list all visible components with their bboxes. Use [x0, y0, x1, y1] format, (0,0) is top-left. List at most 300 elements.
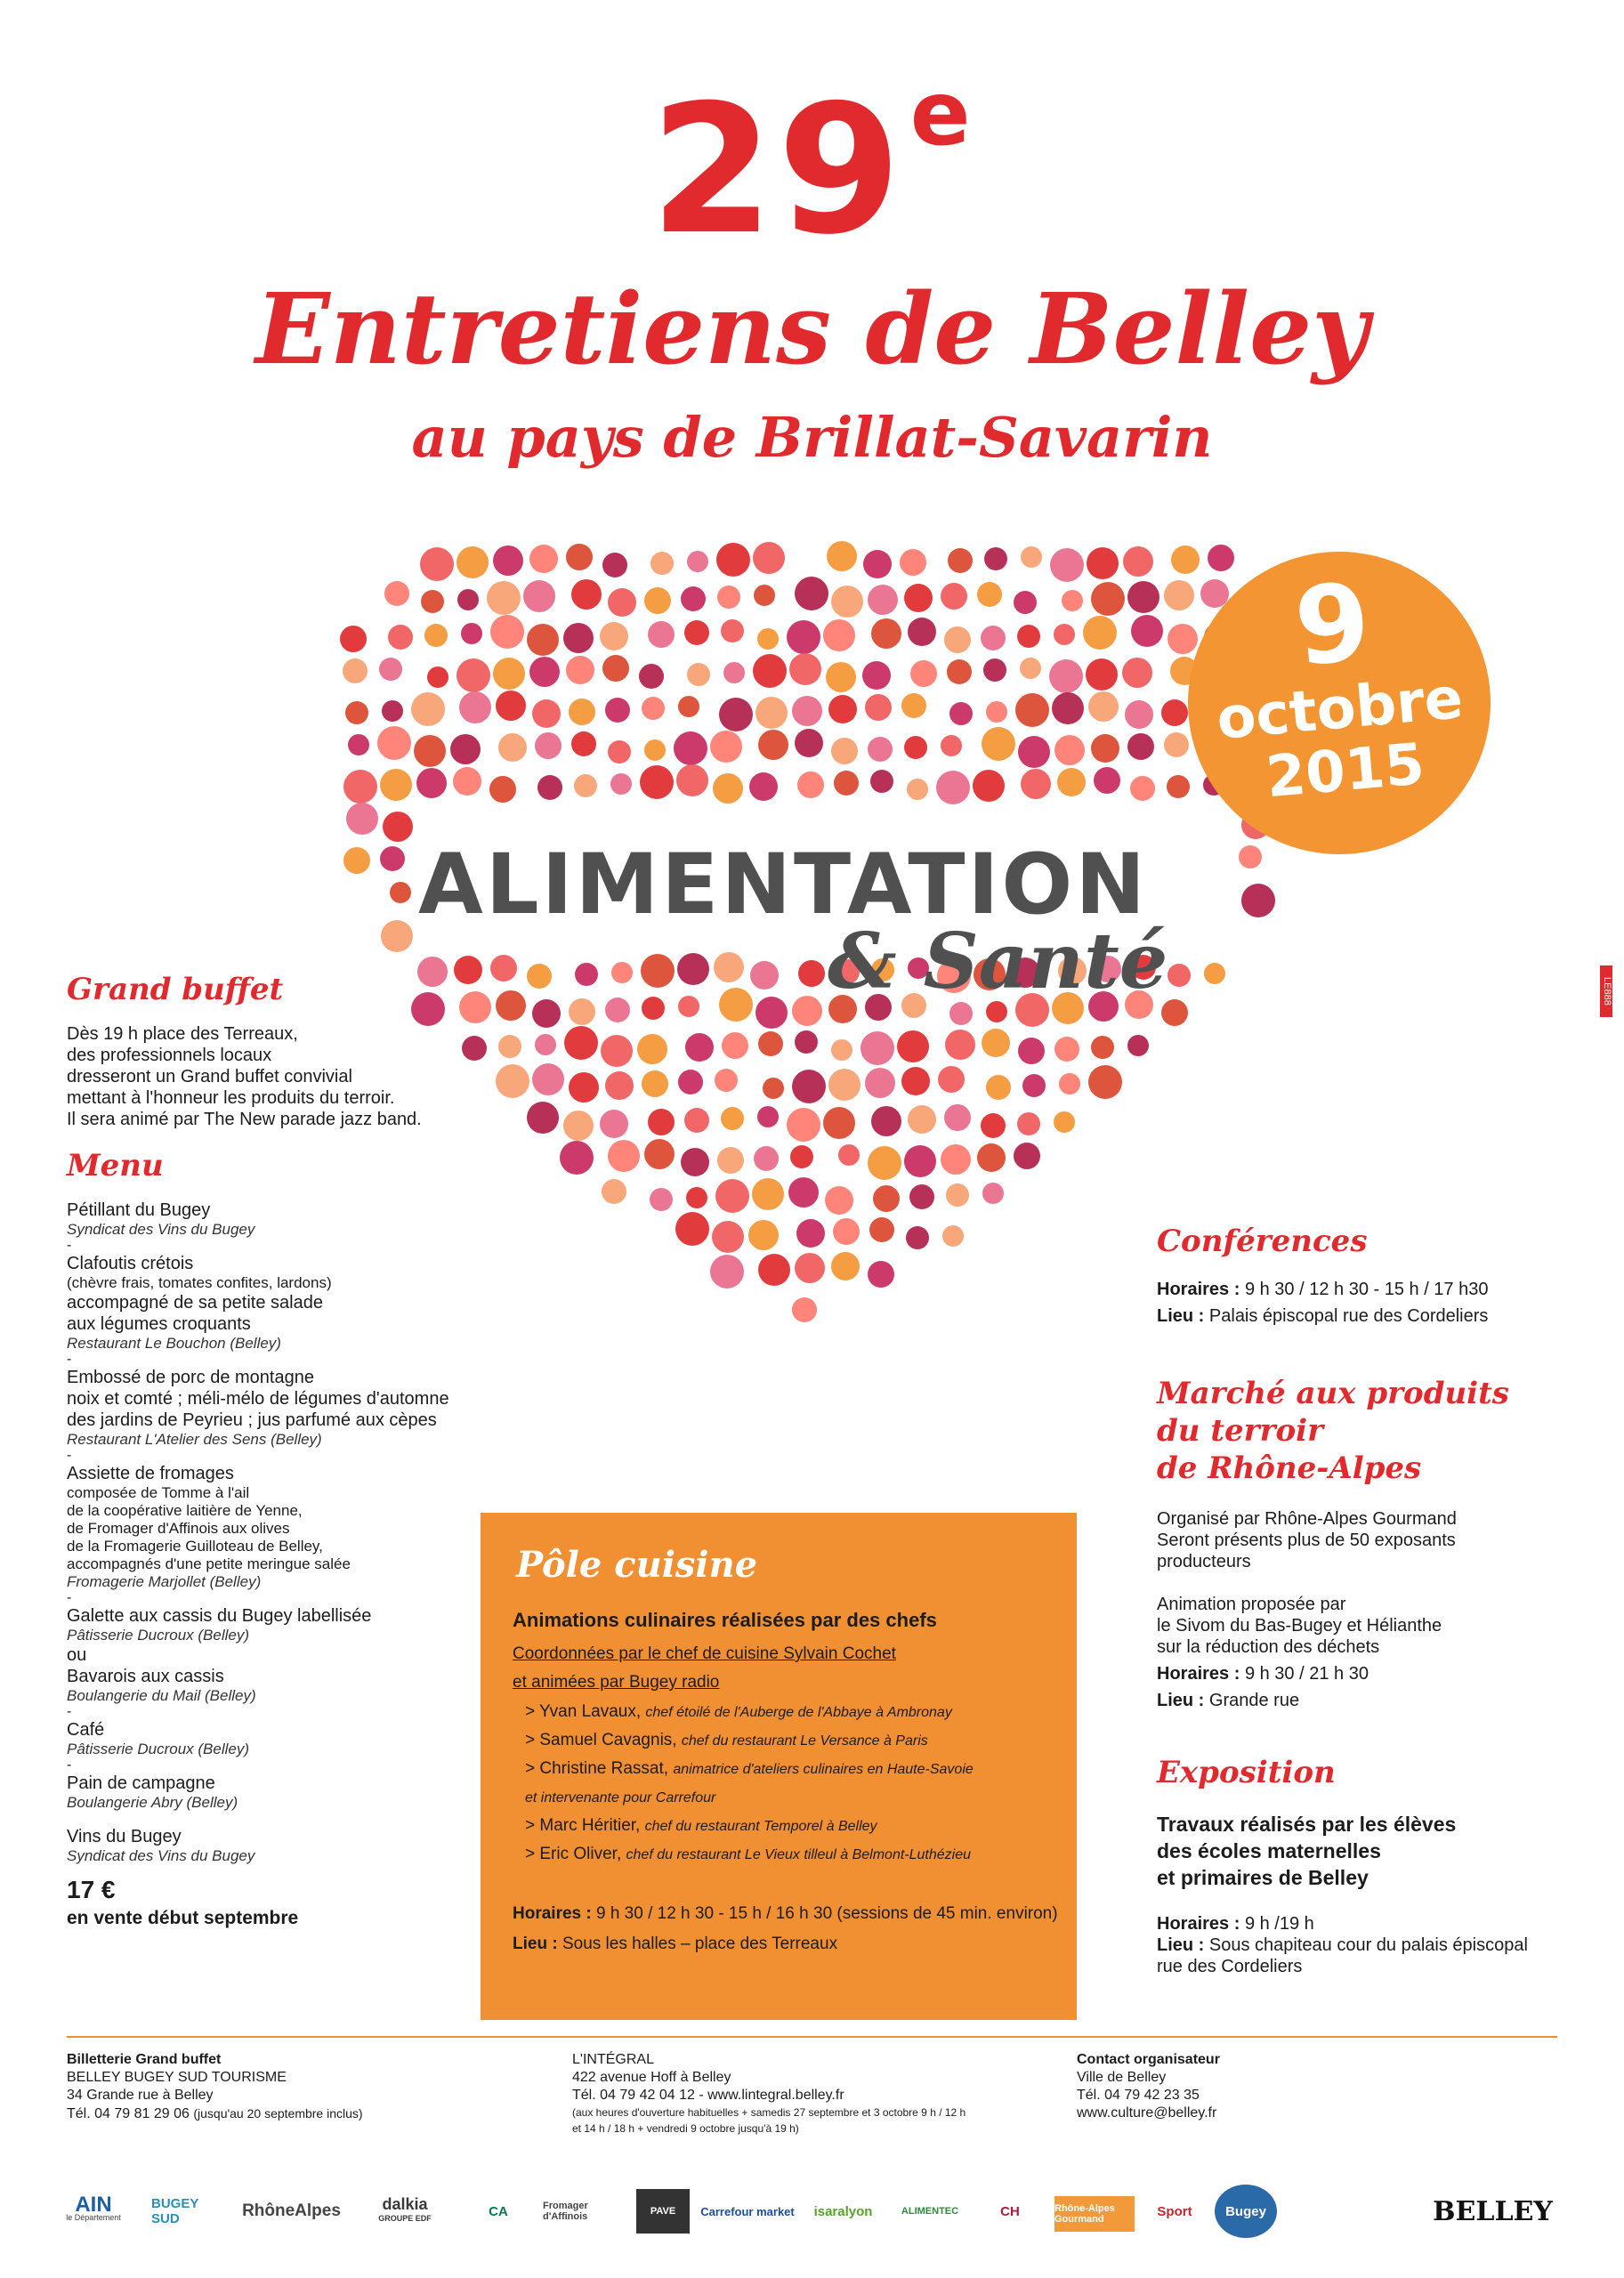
food-icon: [865, 1068, 895, 1098]
food-icon: [754, 585, 775, 606]
food-icon: [498, 733, 527, 762]
date-year: 2015: [1263, 731, 1427, 812]
food-icon: [601, 1035, 633, 1067]
food-icon: [1054, 624, 1075, 645]
food-icon: [1087, 547, 1119, 579]
food-icon: [569, 998, 595, 1025]
menu-source: Restaurant L'Atelier des Sens (Belley): [67, 1431, 322, 1448]
menu-separator: -: [67, 1704, 72, 1719]
food-icon: [908, 618, 936, 646]
pole-coord-line: et animées par Bugey radio: [513, 1673, 720, 1692]
food-icon: [1052, 692, 1084, 724]
food-icon: [944, 626, 971, 653]
food-icon: [982, 1183, 1004, 1204]
food-icon: [379, 658, 402, 681]
food-icon: [343, 658, 368, 683]
chef-entry: et intervenante pour Carrefour: [525, 1790, 716, 1805]
food-icon: [461, 623, 482, 644]
food-icon: [1050, 548, 1084, 582]
food-icon: [529, 545, 558, 573]
food-icon: [722, 1032, 748, 1059]
food-icon: [721, 1107, 744, 1130]
menu-separator: -: [67, 1448, 72, 1463]
food-icon: [904, 736, 927, 759]
food-icon: [637, 1034, 667, 1064]
food-icon: [710, 1255, 744, 1288]
food-icon: [644, 587, 671, 614]
food-icon: [1088, 691, 1119, 722]
food-icon: [560, 1141, 594, 1175]
bugey-sud-logo: BUGEY SUD: [151, 2196, 199, 2226]
food-icon: [608, 740, 631, 763]
food-icon: [910, 660, 937, 687]
menu-separator: -: [67, 1757, 72, 1773]
food-icon: [678, 996, 699, 1017]
food-icon: [973, 770, 1005, 802]
food-icon: [1022, 1074, 1046, 1097]
food-icon: [908, 1105, 936, 1134]
food-icon: [1168, 964, 1191, 987]
food-icon: [1161, 699, 1188, 726]
food-icon: [795, 577, 828, 610]
food-icon: [640, 765, 674, 799]
marche-heading-line: du terroir: [1157, 1413, 1323, 1449]
food-icon: [489, 776, 516, 803]
food-icon: [676, 764, 708, 796]
menu-more: noix et comté ; méli-mélo de légumes d'automne: [67, 1389, 449, 1409]
chef-entry: > Christine Rassat, animatrice d'ateliers culinaires en Haute-Savoie: [525, 1759, 974, 1778]
exposition-place: Lieu : Sous chapiteau cour du palais épiscopal: [1157, 1935, 1528, 1955]
date-day: 9: [1289, 560, 1376, 691]
food-icon: [459, 691, 491, 723]
food-icon: [574, 774, 597, 797]
food-icon: [377, 726, 411, 760]
food-icon: [456, 546, 489, 578]
food-icon: [1018, 736, 1050, 768]
alimentec-logo: ALIMENTEC: [901, 2206, 959, 2217]
food-icon: [710, 731, 742, 763]
food-icon: [758, 730, 788, 760]
conferences-place: Lieu : Palais épiscopal rue des Cordeliers: [1157, 1306, 1489, 1326]
isaralyon-logo: isaralyon: [813, 2203, 873, 2219]
subtitle: au pays de Brillat-Savarin: [411, 405, 1213, 470]
food-icon: [941, 735, 962, 756]
food-icon: [795, 729, 823, 757]
food-icon: [1122, 658, 1152, 688]
food-icon: [942, 1225, 964, 1247]
food-icon: [986, 701, 1007, 723]
food-icon: [639, 664, 664, 689]
exposition-heading: Exposition: [1157, 1755, 1336, 1790]
marche-place: Lieu : Grande rue: [1157, 1691, 1300, 1710]
exposition-place-line: rue des Cordeliers: [1157, 1957, 1303, 1976]
food-icon: [527, 624, 559, 656]
grand-buffet-heading: Grand buffet: [67, 972, 284, 1007]
footer-line: 422 avenue Hoff à Belley: [572, 2070, 731, 2085]
food-icon: [797, 771, 824, 798]
footer-note: et 14 h / 18 h + vendredi 9 octobre jusqu'à 19 h): [572, 2122, 799, 2135]
menu-list: [67, 1200, 485, 1929]
food-icon: [949, 702, 973, 725]
food-icon: [381, 920, 413, 952]
food-icon: [904, 1145, 936, 1177]
food-icon: [838, 1144, 860, 1166]
food-icon: [758, 1254, 790, 1286]
food-icon: [941, 1144, 971, 1175]
footer-title: Billetterie Grand buffet: [67, 2052, 222, 2067]
food-icon: [564, 1026, 598, 1060]
food-icon: [868, 585, 898, 615]
food-icon: [684, 1108, 709, 1133]
food-icon: [602, 553, 627, 578]
footer-contact: [1077, 2051, 1433, 2122]
rhone-alpes-logo: RhôneAlpes: [242, 2201, 341, 2220]
food-icon: [529, 657, 560, 687]
food-icon: [687, 551, 708, 572]
marche-heading-line: Marché aux produits: [1157, 1376, 1509, 1411]
food-icon: [1125, 700, 1153, 729]
food-icon: [713, 773, 743, 804]
menu-source: Syndicat des Vins du Bugey: [67, 1221, 255, 1238]
food-icon: [674, 731, 707, 765]
food-icon: [487, 581, 521, 615]
food-icon: [566, 544, 593, 570]
food-icon: [909, 1184, 934, 1209]
food-icon: [1127, 581, 1159, 613]
food-icon: [496, 691, 526, 721]
menu-note: de la coopérative laitière de Yenne,: [67, 1502, 303, 1519]
menu-more: des jardins de Peyrieu ; jus parfumé aux cèpes: [67, 1410, 437, 1430]
food-icon: [678, 1070, 703, 1095]
food-icon: [678, 696, 699, 717]
food-icon: [686, 1187, 707, 1208]
food-icon: [490, 615, 524, 649]
menu-source: Boulangerie du Mail (Belley): [67, 1687, 256, 1704]
food-icon: [865, 694, 892, 721]
food-icon: [571, 731, 596, 756]
buffet-line: dresseront un Grand buffet convivial: [67, 1067, 352, 1086]
marche-line: le Sivom du Bas-Bugey et Hélianthe: [1157, 1616, 1442, 1636]
footer-title: L'INTÉGRAL: [572, 2052, 654, 2067]
footer-line: Tél. 04 79 42 04 12 - www.lintegral.belley.fr: [572, 2088, 844, 2103]
food-icon: [496, 990, 526, 1021]
food-icon: [600, 1110, 628, 1138]
food-icon: [1131, 615, 1163, 647]
food-icon: [523, 580, 555, 612]
food-icon: [1057, 768, 1086, 796]
footer-billetterie: [67, 2051, 565, 2123]
food-icon: [868, 1261, 894, 1288]
food-icon: [644, 1139, 675, 1169]
food-icon: [827, 541, 857, 571]
food-icon: [388, 625, 413, 650]
pole-cuisine-box: [481, 1513, 1077, 2020]
pole-place: Lieu : Sous les halles – place des Terreaux: [513, 1935, 838, 1953]
food-icon: [870, 770, 893, 793]
food-icon: [719, 698, 753, 731]
food-icon: [984, 547, 1007, 570]
menu-note: accompagnés d'une petite meringue salée: [67, 1555, 351, 1572]
food-icon: [1059, 1073, 1080, 1095]
edition-number: 29e: [650, 61, 974, 274]
food-icon: [1054, 1111, 1075, 1133]
food-icon: [348, 734, 369, 755]
food-icon: [641, 954, 675, 988]
food-icon: [758, 1031, 783, 1056]
food-icon: [754, 1146, 779, 1171]
food-icon: [947, 659, 972, 684]
food-icon: [421, 590, 444, 613]
food-icon: [380, 769, 412, 801]
food-icon: [715, 1179, 749, 1213]
food-icon: [605, 998, 630, 1022]
food-icon: [868, 737, 893, 762]
food-icon: [650, 552, 674, 575]
food-icon: [901, 693, 926, 718]
food-icon: [456, 658, 490, 692]
pave-logo: PAVE: [636, 2189, 690, 2234]
food-icon: [787, 620, 820, 654]
food-icon: [982, 727, 1015, 761]
marche-line: producteurs: [1157, 1552, 1251, 1571]
food-icon: [687, 663, 710, 686]
food-icon: [977, 582, 1002, 607]
food-icon: [420, 547, 454, 581]
food-icon: [450, 734, 481, 764]
food-icon: [563, 1111, 594, 1141]
main-title: Entretiens de Belley: [255, 271, 1369, 386]
food-icon: [648, 1109, 675, 1135]
food-icon: [1021, 546, 1042, 568]
menu-dish: Pain de campagne: [67, 1773, 215, 1793]
food-icon: [757, 628, 779, 650]
food-icon: [906, 1226, 929, 1249]
food-icon: [869, 1217, 894, 1242]
sport-logo: Sport: [1157, 2203, 1192, 2219]
food-icon: [938, 1066, 965, 1093]
food-icon: [1054, 1037, 1079, 1062]
marche-heading: [1157, 1375, 1509, 1487]
food-icon: [648, 621, 675, 648]
food-icon: [717, 586, 740, 609]
exposition-text: [1157, 1811, 1456, 1891]
food-icon: [677, 953, 709, 985]
food-icon: [380, 846, 405, 871]
food-icon: [563, 623, 594, 653]
food-icon: [1091, 582, 1125, 616]
food-icon: [982, 1029, 1010, 1057]
food-icon: [1017, 625, 1040, 648]
fromager-affinois-logo: Fromager d'Affinois: [543, 2201, 588, 2222]
theme-subtitle: & Santé: [828, 917, 1168, 1006]
ch-logo: CH: [1000, 2203, 1020, 2219]
food-icon: [343, 847, 370, 874]
food-icon: [792, 1297, 817, 1322]
food-icon: [644, 739, 666, 761]
chef-entry: > Yvan Lavaux, chef étoilé de l'Auberge de l'Abbaye à Ambronay: [525, 1702, 952, 1721]
food-icon: [831, 1252, 860, 1280]
food-icon: [569, 1072, 599, 1103]
food-icon: [828, 695, 857, 723]
rhone-alpes-gourmand-logo: Rhône-Alpes Gourmand: [1054, 2196, 1135, 2232]
food-icon: [1014, 591, 1037, 614]
food-icon: [795, 1253, 825, 1283]
food-icon: [790, 1145, 813, 1168]
food-icon: [900, 549, 926, 576]
food-icon: [608, 588, 636, 617]
food-icon: [532, 1063, 564, 1095]
menu-dish: Assiette de fromages: [67, 1464, 234, 1483]
menu-more: accompagné de sa petite salade: [67, 1293, 323, 1313]
food-icon: [427, 666, 448, 688]
food-icon: [723, 662, 745, 683]
food-icon: [535, 732, 562, 759]
food-icon: [345, 701, 368, 724]
food-icon: [1167, 775, 1190, 798]
food-icon: [941, 583, 967, 610]
food-icon: [457, 589, 479, 610]
pole-cuisine-heading: Pôle cuisine: [516, 1544, 758, 1586]
food-icon: [453, 767, 481, 796]
menu-source: Syndicat des Vins du Bugey: [67, 1847, 255, 1864]
menu-separator: ou: [67, 1645, 87, 1665]
food-icon: [831, 1039, 852, 1061]
food-icon: [755, 997, 788, 1029]
food-icon: [532, 699, 561, 728]
menu-source: Pâtisserie Ducroux (Belley): [67, 1627, 250, 1644]
food-icon: [383, 812, 413, 842]
menu-more: aux légumes croquants: [67, 1314, 251, 1334]
food-icon: [416, 768, 447, 798]
menu-separator: -: [67, 1352, 72, 1367]
food-icon: [600, 622, 628, 650]
food-icon: [610, 773, 632, 795]
food-icon: [1062, 590, 1083, 611]
pole-coord-line: Coordonnées par le chef de cuisine Sylvain Cochet: [513, 1644, 896, 1663]
menu-heading: Menu: [67, 1148, 164, 1183]
food-icon: [825, 1186, 853, 1215]
food-icon: [834, 771, 859, 796]
food-icon: [605, 698, 630, 723]
buffet-price: 17 €: [67, 1876, 116, 1903]
food-icon: [414, 735, 446, 767]
food-icon: [787, 1108, 820, 1142]
menu-source: Pâtisserie Ducroux (Belley): [67, 1741, 250, 1757]
food-icon: [788, 1177, 819, 1208]
food-icon: [871, 1106, 901, 1136]
food-icon: [532, 999, 561, 1028]
marche-text: [1157, 1508, 1457, 1711]
food-icon: [1094, 767, 1120, 794]
food-icon: [719, 988, 753, 1022]
food-icon: [945, 1030, 975, 1060]
bugey-logo: Bugey: [1215, 2185, 1277, 2238]
dalkia-logo: dalkia GROUPE EDF: [378, 2195, 432, 2223]
food-icon: [1130, 776, 1155, 801]
menu-source: Boulangerie Abry (Belley): [67, 1794, 238, 1811]
food-icon: [750, 961, 779, 990]
food-icon: [685, 1033, 714, 1062]
food-icon: [792, 996, 822, 1026]
theme-title: ALIMENTATION: [418, 836, 1148, 933]
food-icon: [977, 1143, 1006, 1172]
food-icon: [831, 738, 858, 764]
food-icon: [417, 957, 448, 987]
food-icon: [1086, 658, 1118, 691]
food-icon: [340, 626, 367, 652]
marche-line: sur la réduction des déchets: [1157, 1637, 1380, 1657]
footer-line: Tél. 04 79 42 23 35: [1077, 2088, 1200, 2103]
food-icon: [424, 624, 448, 647]
food-icon: [907, 779, 928, 800]
food-icon: [716, 543, 750, 577]
food-icon: [608, 1140, 640, 1172]
menu-dish: Vins du Bugey: [67, 1827, 182, 1846]
exposition-line: Travaux réalisés par les élèves: [1157, 1813, 1457, 1836]
food-icon: [831, 586, 863, 618]
food-icon: [757, 1106, 779, 1127]
food-icon: [605, 1071, 634, 1100]
food-icon: [493, 545, 523, 576]
food-icon: [755, 697, 788, 729]
food-icon: [537, 775, 562, 800]
food-icon: [681, 586, 706, 611]
food-icon: [411, 692, 445, 726]
food-icon: [459, 991, 491, 1023]
food-icon: [901, 1067, 930, 1095]
food-icon: [1091, 734, 1119, 763]
food-icon: [795, 1030, 818, 1054]
chef-entry: > Eric Oliver, chef du restaurant Le Vieux tilleul à Belmont-Luthézieu: [525, 1845, 972, 1863]
exposition-hours: Horaires : 9 h /19 h: [1157, 1914, 1314, 1934]
food-icon: [748, 1220, 779, 1250]
food-icon: [1014, 1143, 1040, 1169]
food-icon: [1123, 546, 1153, 577]
menu-note: composée de Tomme à l'ail: [67, 1484, 250, 1501]
food-icon: [1015, 693, 1049, 727]
food-icon: [602, 1179, 626, 1204]
food-icon: [527, 1102, 559, 1134]
menu-note: de Fromager d'Affinois aux olives: [67, 1520, 290, 1537]
food-icon: [823, 1107, 855, 1139]
food-icon: [1091, 1036, 1114, 1059]
food-icon: [1049, 659, 1083, 693]
food-icon: [863, 550, 892, 578]
food-icon: [986, 1075, 1011, 1100]
marche-hours: Horaires : 9 h 30 / 21 h 30: [1157, 1664, 1369, 1684]
food-icon: [763, 1078, 784, 1099]
food-icon: [490, 955, 517, 981]
menu-source: Fromagerie Marjollet (Belley): [67, 1573, 262, 1590]
food-icon: [1054, 735, 1085, 765]
food-icon: [390, 882, 411, 903]
food-icon: [981, 626, 1006, 650]
food-icon: [1018, 1038, 1045, 1064]
food-icon: [493, 658, 525, 690]
food-icon: [752, 1178, 784, 1210]
food-icon: [346, 803, 378, 835]
food-icon: [789, 653, 821, 685]
food-icon: [611, 962, 633, 983]
marche-heading-line: de Rhône-Alpes: [1157, 1450, 1422, 1486]
food-icon: [1164, 732, 1189, 757]
food-icon: [753, 542, 785, 574]
ain-logo: AIN le Département: [66, 2193, 121, 2222]
food-icon: [714, 952, 744, 982]
food-icon: [343, 770, 377, 804]
food-icon: [1204, 963, 1225, 984]
food-icon: [798, 960, 825, 987]
